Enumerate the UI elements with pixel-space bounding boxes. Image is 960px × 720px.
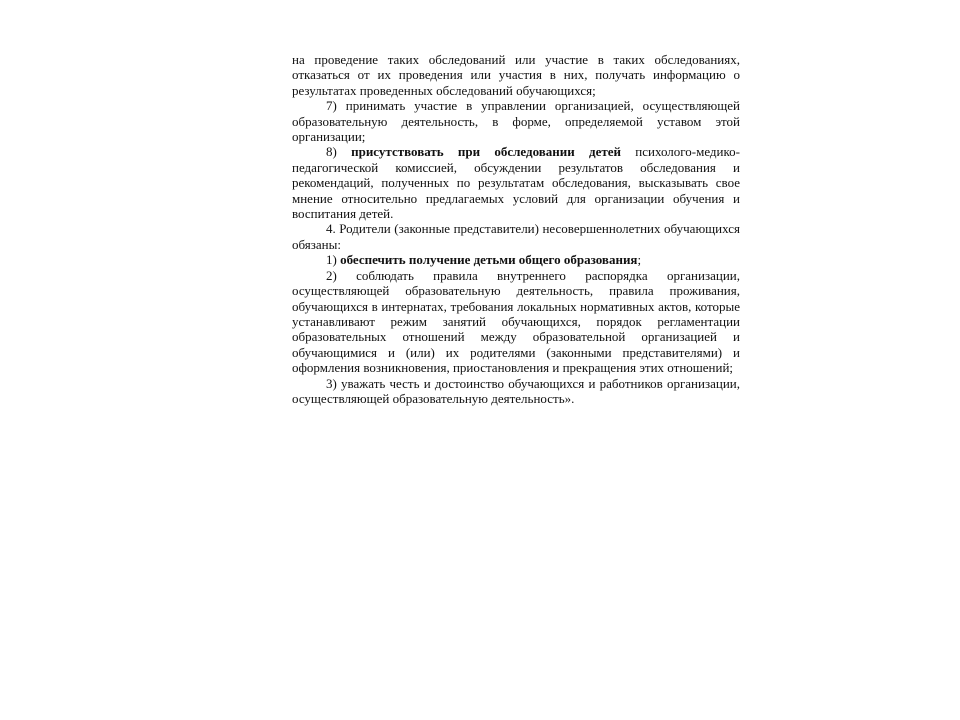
text-span: 3) уважать честь и достоинство обучающихся и работников организации, осуществляющей образовательную деятельность». — [292, 375, 740, 406]
paragraph-survey-results — [292, 52, 740, 98]
text-span: 2) соблюдать правила внутреннего распорядка организации, осуществляющей образовательную деятельность, правила проживания, обучающихся в интернатах, требования локальных нормативных актов, которые устанавливают режим занятий обучающихся, порядок регламентации образовательных отношений между образовательной организацией и обучающимися и (или) их родителями (законными представителями) и оформления возникновения, приостановления и прекращения этих отношений; — [292, 267, 740, 376]
text-span: 4. Родители (законные представители) несовершеннолетних обучающихся обязаны: — [292, 221, 740, 252]
text-span: 7) принимать участие в управлении организацией, осуществляющей образовательную деятельность, в форме, определяемой уставом этой организации; — [292, 98, 740, 145]
paragraph-duty-3 — [292, 376, 740, 407]
text-span: 1) — [326, 252, 341, 268]
text-span: 8) — [326, 144, 352, 160]
paragraph-item-8 — [292, 144, 740, 221]
document-page — [292, 52, 740, 406]
text-span: на проведение таких обследований или участие в таких обследованиях, отказаться от их проведения или участия в них, получать информацию о результатах проведенных обследований обучающихся; — [292, 52, 740, 98]
bold-text: обеспечить получение детьми общего образования — [340, 252, 638, 268]
text-span: психолого-медико-педагогической комиссией, обсуждении результатов обследования и рекомендаций, полученных по результатам обследования, высказывать свое мнение относительно предлагаемых условий для организации обучения и воспитания детей. — [292, 144, 740, 222]
paragraph-section-4 — [292, 221, 740, 252]
text-span: ; — [637, 252, 642, 268]
paragraph-item-7 — [292, 98, 740, 144]
paragraph-duty-2 — [292, 268, 740, 376]
paragraph-duty-1 — [292, 252, 740, 267]
bold-text: присутствовать при обследовании детей — [351, 144, 622, 160]
